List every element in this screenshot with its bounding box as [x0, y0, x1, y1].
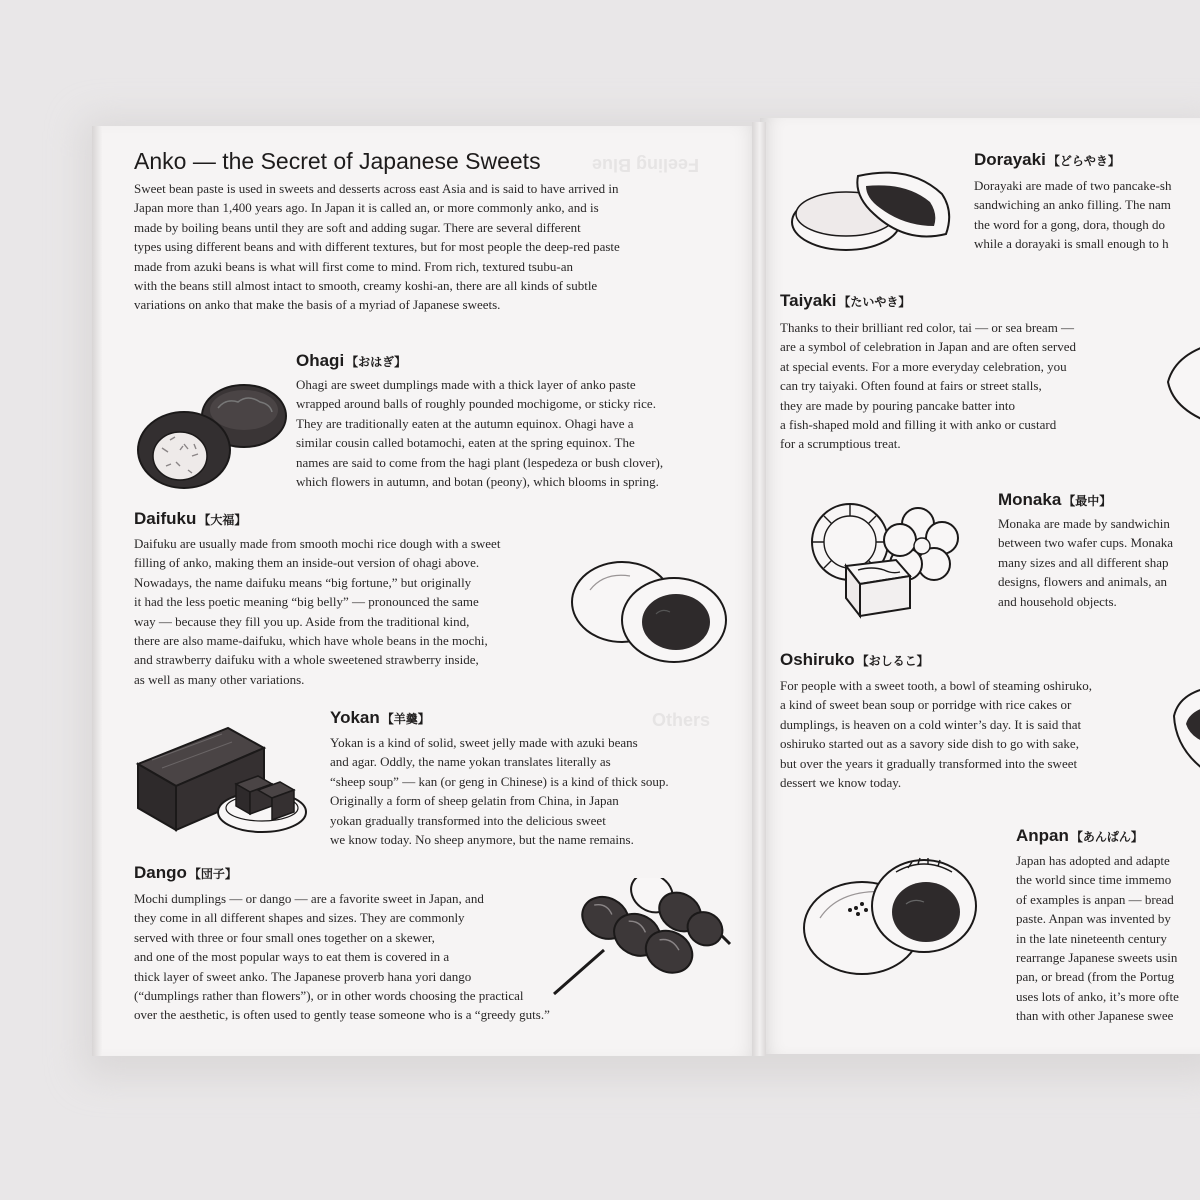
daifuku-line: it had the less poetic meaning “big belly” — pronounced the same — [134, 594, 479, 610]
ohagi-paragraph — [296, 375, 663, 491]
oshiruko-heading — [780, 650, 929, 670]
oshiruko-line: oshiruko started out as a savory side dish to go with sake, — [780, 736, 1079, 752]
taiyaki-line: can try taiyaki. Often found at fairs or street stalls, — [780, 378, 1042, 394]
oshiruko-line: a kind of sweet bean soup or porridge with rice cakes or — [780, 697, 1072, 713]
yokan-paragraph — [330, 733, 669, 849]
taiyaki-heading — [780, 291, 910, 311]
ohagi-line: They are traditionally eaten at the autumn equinox. Ohagi have a — [296, 415, 634, 431]
anpan-line: of examples is anpan — bread — [1016, 891, 1174, 907]
right-page — [760, 118, 1200, 1054]
monaka-title: Monaka — [998, 490, 1062, 509]
yokan-illustration — [132, 720, 310, 840]
anpan-line: the world since time immemo — [1016, 872, 1172, 888]
daifuku-line: Daifuku are usually made from smooth mochi rice dough with a sweet — [134, 536, 501, 551]
dango-jp: 【団子】 — [188, 867, 237, 881]
ohagi-jp: 【おはぎ】 — [346, 355, 407, 369]
daifuku-line: there are also mame-daifuku, which have whole beans in the mochi, — [134, 633, 488, 649]
ghost-heading-others: Others — [652, 710, 711, 730]
anpan-illustration — [800, 848, 980, 982]
dorayaki-line: the word for a gong, dora, though do — [974, 216, 1165, 232]
daifuku-illustration — [568, 554, 734, 666]
dorayaki-illustration — [788, 156, 958, 260]
oshiruko-line: dessert we know today. — [780, 775, 902, 791]
oshiruko-jp: 【おしるこ】 — [856, 654, 929, 668]
dorayaki-line: Dorayaki are made of two pancake-sh — [974, 178, 1172, 193]
daifuku-line: and strawberry daifuku with a whole sweetened strawberry inside, — [134, 652, 479, 668]
dango-line: they come in all different shapes and sizes. They are commonly — [134, 910, 465, 926]
taiyaki-line: they are made by pouring pancake batter into — [780, 397, 1015, 413]
dorayaki-title: Dorayaki — [974, 150, 1046, 169]
intro-line: Japan more than 1,400 years ago. In Japan it is called an, or more commonly anko, and is — [134, 200, 599, 216]
yokan-line: and agar. Oddly, the name yokan translates literally as — [330, 754, 611, 770]
dango-line: and one of the most popular ways to eat them is covered in a — [134, 949, 450, 965]
oshiruko-title: Oshiruko — [780, 650, 855, 669]
anpan-jp: 【あんぱん】 — [1070, 830, 1143, 844]
taiyaki-illustration-edge — [1160, 340, 1200, 430]
oshiruko-line: For people with a sweet tooth, a bowl of steaming oshiruko, — [780, 678, 1092, 693]
ohagi-title: Ohagi — [296, 351, 345, 370]
ohagi-line: similar cousin called botamochi, eaten at the spring equinox. The — [296, 435, 635, 451]
intro-line: variations on anko that make the basis of a myriad of Japanese sweets. — [134, 297, 501, 313]
anpan-line: rearrange Japanese sweets usin — [1016, 950, 1178, 966]
oshiruko-line: but over the years it gradually transformed into the sweet — [780, 755, 1078, 771]
daifuku-paragraph — [134, 534, 500, 689]
intro-line: made from azuki beans is what will first come to mind. From rich, textured tsubu-an — [134, 258, 574, 274]
anpan-line: paste. Anpan was invented by — [1016, 911, 1171, 927]
dorayaki-paragraph — [974, 176, 1171, 254]
ohagi-line: wrapped around balls of roughly pounded mochigome, or sticky rice. — [296, 396, 656, 412]
oshiruko-paragraph — [780, 676, 1092, 792]
left-page — [92, 126, 760, 1056]
dango-line: Mochi dumplings — or dango — are a favorite sweet in Japan, and — [134, 891, 484, 906]
dango-line: (“dumplings rather than flowers”), or in other words choosing the practical — [134, 988, 524, 1004]
intro-line: made by boiling beans until they are soft and adding sugar. There are several different — [134, 219, 581, 235]
taiyaki-jp: 【たいやき】 — [838, 295, 911, 309]
ohagi-line: names are said to come from the hagi plant (lespedeza or bush clover), — [296, 454, 664, 470]
monaka-line: and household objects. — [998, 593, 1117, 609]
page-title: Anko — the Secret of Japanese Sweets — [134, 148, 541, 174]
monaka-line: Monaka are made by sandwichin — [998, 516, 1170, 531]
monaka-illustration — [806, 480, 966, 622]
daifuku-line: way — because they fill you up. Aside from the traditional kind, — [134, 613, 470, 629]
taiyaki-line: are a symbol of celebration in Japan and are often served — [780, 339, 1076, 355]
ohagi-line: Ohagi are sweet dumplings made with a thick layer of anko paste — [296, 377, 636, 392]
dorayaki-jp: 【どらやき】 — [1047, 154, 1120, 168]
dango-line: over the aesthetic, is often used to gently tease someone who is a “greedy guts.” — [134, 1007, 550, 1023]
dorayaki-line: sandwiching an anko filling. The nam — [974, 197, 1171, 213]
ghost-heading-feeling-blue: Feeling Blue — [592, 155, 700, 175]
taiyaki-line: for a scrumptious treat. — [780, 436, 901, 452]
taiyaki-title: Taiyaki — [780, 291, 837, 310]
intro-paragraph — [134, 179, 620, 315]
taiyaki-line: at special events. For a more everyday celebration, you — [780, 358, 1067, 374]
dorayaki-line: while a dorayaki is small enough to h — [974, 236, 1169, 252]
taiyaki-line: a fish-shaped mold and filling it with anko or custard — [780, 417, 1057, 433]
monaka-line: between two wafer cups. Monaka — [998, 535, 1174, 551]
anpan-heading — [1016, 826, 1143, 846]
yokan-line: “sheep soup” — kan (or geng in Chinese) is a kind of thick soup. — [330, 773, 669, 789]
taiyaki-paragraph — [780, 318, 1076, 454]
dango-heading — [134, 863, 237, 883]
yokan-line: yokan gradually transformed into the delicious sweet — [330, 812, 606, 828]
anpan-line: uses lots of anko, it’s more ofte — [1016, 988, 1179, 1004]
yokan-title: Yokan — [330, 708, 380, 727]
dango-illustration — [544, 878, 734, 1002]
oshiruko-line: dumplings, is heaven on a cold winter’s day. It is said that — [780, 716, 1082, 732]
dango-line: served with three or four small ones together on a skewer, — [134, 929, 435, 945]
anpan-line: pan, or bread (from the Portug — [1016, 969, 1175, 985]
dango-title: Dango — [134, 863, 187, 882]
yokan-line: we know today. No sheep anymore, but the name remains. — [330, 832, 634, 848]
daifuku-title: Daifuku — [134, 509, 197, 528]
yokan-line: Yokan is a kind of solid, sweet jelly made with azuki beans — [330, 735, 638, 750]
daifuku-line: Nowadays, the name daifuku means “big fortune,” but originally — [134, 574, 472, 590]
anpan-line: Japan has adopted and adapte — [1016, 853, 1170, 868]
book-spine — [752, 122, 766, 1056]
anpan-paragraph — [1016, 851, 1179, 1026]
intro-line: Sweet bean paste is used in sweets and desserts across east Asia and is said to have arrived in — [134, 181, 619, 196]
daifuku-heading — [134, 509, 246, 529]
yokan-heading — [330, 708, 430, 728]
anpan-line: than with other Japanese swee — [1016, 1008, 1174, 1024]
yokan-line: Originally a form of sheep gelatin from China, in Japan — [330, 793, 619, 809]
daifuku-jp: 【大福】 — [198, 513, 247, 527]
monaka-line: many sizes and all different shap — [998, 554, 1169, 570]
oshiruko-illustration-edge — [1168, 680, 1200, 790]
daifuku-line: filling of anko, making them an inside-out version of ohagi above. — [134, 555, 480, 571]
taiyaki-line: Thanks to their brilliant red color, tai — or sea bream — — [780, 320, 1075, 335]
daifuku-line: as well as many other variations. — [134, 671, 305, 687]
monaka-heading — [998, 490, 1111, 510]
dango-paragraph — [134, 889, 550, 1025]
dorayaki-heading — [974, 150, 1120, 170]
ohagi-illustration — [132, 378, 292, 496]
monaka-jp: 【最中】 — [1063, 494, 1112, 508]
intro-line: types using different beans and with different textures, but for most people the deep-red paste — [134, 239, 620, 255]
monaka-paragraph — [998, 514, 1173, 611]
yokan-jp: 【羊羹】 — [381, 712, 430, 726]
anpan-title: Anpan — [1016, 826, 1069, 845]
anpan-line: in the late nineteenth century — [1016, 930, 1167, 946]
page-left-edge — [92, 126, 102, 1056]
monaka-line: designs, flowers and animals, an — [998, 574, 1167, 590]
dango-line: thick layer of sweet anko. The Japanese proverb hana yori dango — [134, 968, 472, 984]
ohagi-heading — [296, 351, 406, 371]
intro-line: with the beans still almost intact to smooth, creamy koshi-an, there are all kinds of subtle — [134, 278, 598, 294]
ohagi-line: which flowers in autumn, and botan (peony), which blooms in spring. — [296, 474, 659, 490]
